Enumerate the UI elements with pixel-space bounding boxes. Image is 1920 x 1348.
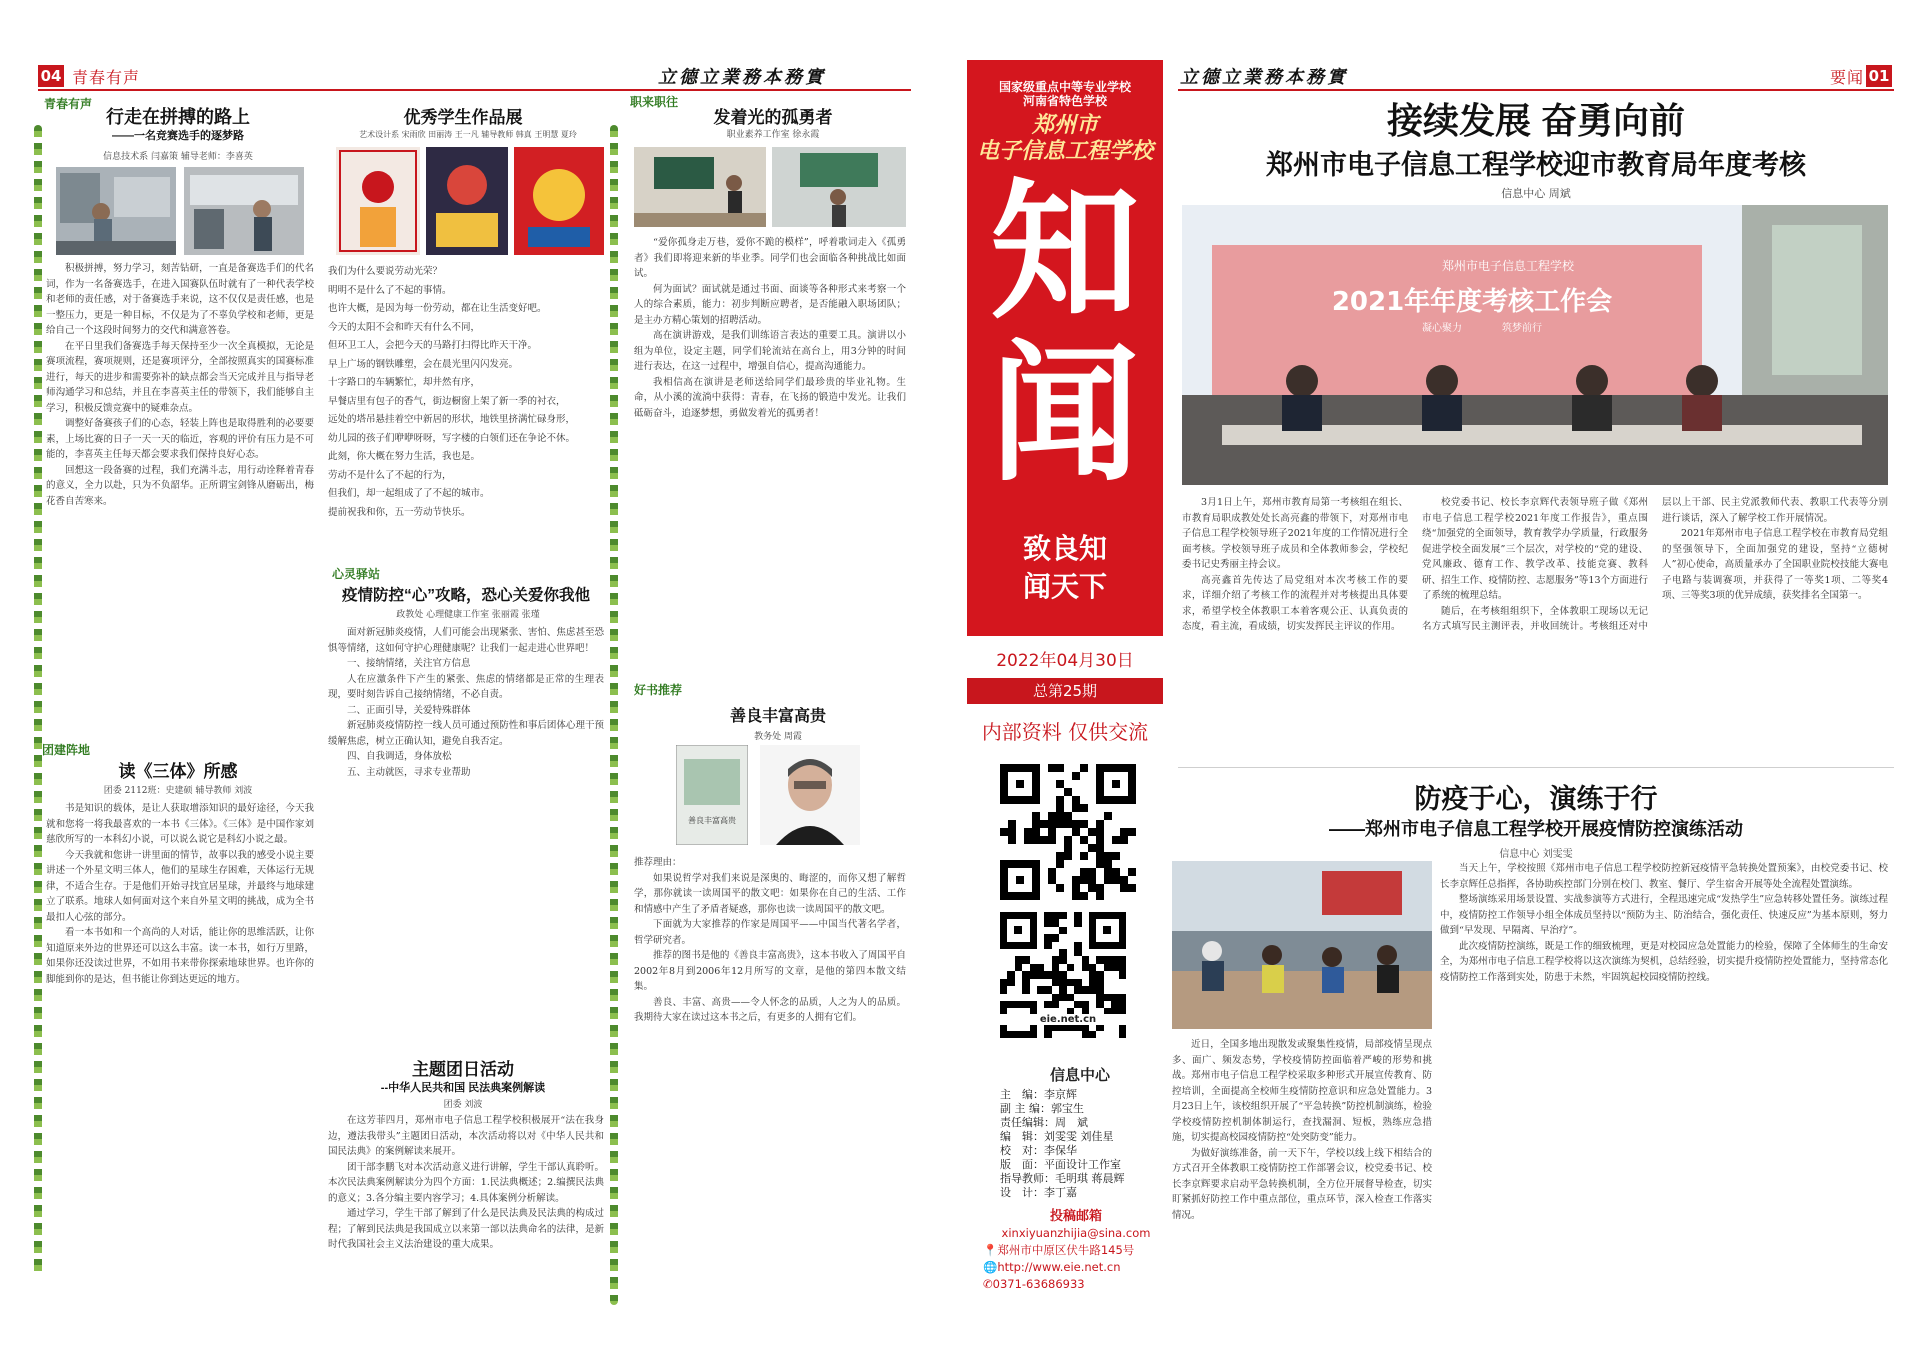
qr-module bbox=[1082, 1031, 1089, 1038]
headline-subtitle: 郑州市电子信息工程学校迎市教育局年度考核 bbox=[1266, 150, 1806, 180]
headline-byline: 信息中心 周斌 bbox=[1501, 187, 1571, 200]
globe-icon: 🌐 bbox=[983, 1260, 998, 1274]
phone-icon: ✆ bbox=[983, 1277, 993, 1291]
divider bbox=[1178, 767, 1894, 768]
qr-module bbox=[1052, 964, 1059, 971]
author-portrait bbox=[760, 745, 860, 845]
contact-phone: ✆0371-63686933 bbox=[983, 1277, 1085, 1291]
qr-module bbox=[1080, 892, 1088, 900]
qr-module bbox=[1064, 836, 1072, 844]
qr-module bbox=[1080, 876, 1088, 884]
poem: 我们为什么要说劳动光荣？ 明明不是什么了不起的事情。 也许大概，是因为每一份劳动，都在让生活变好吧。 今天的太阳不会和昨天有什么不同， 但环卫工人，会把今天的马路打扫得比昨天干净。 早上广场的钢铁雕塑，会在晨光里闪闪发亮。 十字路口的车辆繁忙，却井然有序， 早餐店里有包子的香气，街边橱窗上架了新一季的衬衣， 远处的塔吊悬挂着空中新居的形状，地铁里挤满忙碌身形， 幼儿园的孩子们咿咿呀呀，写字楼的白领们还在争论不休。 此刻，你大概在努力生活，我也是。 劳动不是什么了不起的行为， 但我们，却一起组成了了不起的城市。 提前祝我和你，五一劳动节快乐。 bbox=[328, 266, 576, 518]
article-body: 书是知识的载体，是让人获取增添知识的最好途径，今天我就和您将一将我最喜欢的一本书《三体》。《三体》是中国作家刘慈欣所写的一本科幻小说，可以说么说它是科幻小说之最。 今天我就和您讲一讲里面的情节，故事以我的感受小说主要讲述一个外星文明三体人，他们的星球生存困难，天体运行无规律，不适合生存。于是他们开始寻找宜居星球，并最终与地球建立了联系。地球人如何面对这个来自外星文明的挑战，成为全书最扣人心弦的部分。 看一本书如和一个高尚的人对话，能让你的思维活跃，让你知道原来外边的世界还可以这么丰富。读一本书，如行万里路，如果你还没读过世界，不如用书来带你探索地球世界。也许你的脚能到你的是达，但书能让你到达更远的地方。 bbox=[46, 803, 314, 985]
banner-school: 郑州市电子信息工程学校 bbox=[1442, 259, 1575, 273]
page-motto: 立德立業務本務實 bbox=[1180, 67, 1348, 88]
section-label: 好书推荐 bbox=[634, 683, 683, 697]
vine-decoration bbox=[34, 125, 42, 1275]
qr-module bbox=[1112, 852, 1120, 860]
qr-module bbox=[1074, 912, 1081, 919]
qr-module bbox=[1040, 836, 1048, 844]
qr-module bbox=[1007, 971, 1014, 978]
qr-module bbox=[1056, 812, 1064, 820]
qr-finder-pattern bbox=[1096, 764, 1136, 804]
qr-finder-pattern bbox=[1000, 764, 1040, 804]
page-04 bbox=[38, 55, 911, 1335]
qr-module bbox=[1104, 852, 1112, 860]
qr-module bbox=[1089, 964, 1096, 971]
qr-module bbox=[1104, 994, 1111, 1001]
article-subtitle: ——一名竞赛选手的逐梦路 bbox=[112, 130, 244, 142]
qr-module bbox=[1128, 828, 1136, 836]
qr-module bbox=[1015, 964, 1022, 971]
contact-email[interactable]: xinxiyuanzhijia@sina.com bbox=[1001, 1226, 1151, 1240]
contact-address: 📍郑州市中原区伏牛路145号 bbox=[983, 1243, 1135, 1257]
qr-module bbox=[1120, 836, 1128, 844]
vine-decoration bbox=[610, 125, 618, 1305]
qr-module bbox=[1128, 884, 1136, 892]
qr-module bbox=[1059, 986, 1066, 993]
qr-module bbox=[1128, 868, 1136, 876]
qr-module bbox=[1056, 804, 1064, 812]
qr-module bbox=[1111, 964, 1118, 971]
qr-module bbox=[1119, 1001, 1126, 1008]
qr-module bbox=[1048, 876, 1056, 884]
qr-module bbox=[1022, 971, 1029, 978]
qr-module bbox=[1096, 852, 1104, 860]
qr-module bbox=[1048, 764, 1056, 772]
article-title: 行走在拼搏的路上 bbox=[106, 107, 250, 127]
masthead-char-zhi: 知 bbox=[989, 166, 1140, 340]
qr-module bbox=[1008, 836, 1016, 844]
qr-module bbox=[1059, 979, 1066, 986]
photo-classroom-2 bbox=[772, 147, 906, 227]
qr-module bbox=[1080, 820, 1088, 828]
masthead-tagline: 国家级重点中等专业学校 河南省特色学校 bbox=[998, 80, 1131, 108]
qr-module bbox=[1080, 764, 1088, 772]
qr-module bbox=[1104, 868, 1112, 876]
qr-module bbox=[1080, 804, 1088, 812]
qr-module bbox=[1024, 836, 1032, 844]
qr-module bbox=[1120, 884, 1128, 892]
qr-module bbox=[1096, 1001, 1103, 1008]
qr-module bbox=[1074, 986, 1081, 993]
article-title: 发着光的孤勇者 bbox=[713, 108, 833, 127]
qr-module bbox=[1044, 1031, 1051, 1038]
qr-module bbox=[1064, 852, 1072, 860]
qr-module bbox=[1037, 971, 1044, 978]
qr-module bbox=[1067, 994, 1074, 1001]
qr-module bbox=[1112, 876, 1120, 884]
qr-module bbox=[1024, 828, 1032, 836]
qr-module bbox=[1064, 844, 1072, 852]
page-number: 04 bbox=[38, 65, 64, 87]
qr-module bbox=[1096, 844, 1104, 852]
qr-module bbox=[1056, 852, 1064, 860]
qr-module bbox=[1044, 919, 1051, 926]
photo-epidemic-drill bbox=[1172, 861, 1432, 1029]
qr-module bbox=[1074, 942, 1081, 949]
masthead bbox=[967, 60, 1163, 636]
qr-module bbox=[1096, 986, 1103, 993]
page-01 bbox=[1172, 55, 1894, 1335]
article-body: 3月1日上午，郑州市教育局第一考核组在组长、市教育局职成教处处长高亮鑫的带领下，对郑州市电子信息工程学校领导班子2021年度的工作情况进行全面考核。学校领导班子成员和全体教师参会，学校纪委书记史秀丽主持会议。 高亮鑫首先传达了局党组对本次考核工作的要求，详细介绍了考核工作的流程并对考核提出具体要求，希望学校全体教职工本着客观公正、认真负责的态度，看主流，看成绩，切实发挥民主评议的作用。 校党委书记、校长李京辉代表领导班子做《郑州市电子信息工程学校2021年度工作报告》，重点围绕“加强党的全面领导，教育教学办学质量，行政服务促进学校全面发展”三个层次，对学校的“党的建设、党风廉政、德育工作、教学改革、技能竞赛、教科研、招生工作、疫情防控、志愿服务”等13个方面进行了系统的梳理总结。 随后，在考核组组织下，全体教职工现场以无记名方式填写民主测评表，并收回统计。考核组还对中层以上干部、民主党派教师代表、教职工代表等分别进行谈话，深入了解学校工作开展情况。 2021年郑州市电子信息工程学校在市教育局党组的坚强领导下，全面加强党的建设，坚持“立德树人”初心使命，高质量承办了全国职业院校技能大赛电子电路与装调赛项，并获得了一等奖1项、二等奖4项、三等奖3项的优异成绩，获奖排名全国第一。 bbox=[1182, 497, 1888, 632]
page-header bbox=[1178, 63, 1894, 91]
qr-module bbox=[1044, 942, 1051, 949]
qr-module bbox=[1119, 964, 1126, 971]
staff-list: 信息中心 主 编：李京辉 副 主 编：郭宝生 责任编辑：周 斌 编 辑：刘雯雯 刘佳星 校 对：李保华 版 面：平面设计工作室 指导教师：毛明琪 蒋晨辉 设 计：李丁嘉 bbox=[1000, 1066, 1125, 1199]
qr-module bbox=[1096, 860, 1104, 868]
qr-module bbox=[1082, 986, 1089, 993]
qr-module bbox=[1072, 772, 1080, 780]
qr-module bbox=[1119, 994, 1126, 1001]
qr-module bbox=[1080, 836, 1088, 844]
qr-module bbox=[1015, 956, 1022, 963]
issue-date: 2022年04月30日 bbox=[996, 651, 1134, 671]
qr-module bbox=[1067, 964, 1074, 971]
qr-module bbox=[1096, 884, 1104, 892]
qr-module bbox=[1072, 796, 1080, 804]
article-subtitle: --中华人民共和国 民法典案例解读 bbox=[380, 1082, 546, 1094]
qr-module bbox=[1112, 868, 1120, 876]
qr-module bbox=[1030, 964, 1037, 971]
masthead-slogan: 致良知 闻天下 bbox=[1022, 532, 1107, 603]
page-number: 01 bbox=[1866, 65, 1892, 87]
article-body: 当天上午，学校按照《郑州市电子信息工程学校防控新冠疫情平急转换处置预案》，由校党委书记、校长李京辉任总指挥，各协助疾控部门分别在校门、教室、餐厅、学生宿舍开展等处全流程处置演练。 整场演练采用场景设置、实战参演等方式进行，全程迅速完成“发热学生”应急转移处置任务。演练过程中，疫情防控工作领导小组全体成员坚持以“预防为主、防治结合，强化责任、快速反应”为基本原则，努力做到“早发现、早隔离、早治疗”。 此次疫情防控演练，既是工作的细致梳理，更是对校园应急处置能力的检验，保障了全体师生的生命安全，为郑州市电子信息工程学校将以这次演练为契机，总结经验，切实提升疫情防控处置能力，坚持常态化疫情防控工作落到实处，防患于未然，牢固筑起校园疫情防控线。 bbox=[1440, 863, 1888, 983]
qr-module bbox=[1082, 1001, 1089, 1008]
qr-module bbox=[1022, 979, 1029, 986]
qr-module bbox=[1059, 949, 1066, 956]
qr-module bbox=[1037, 964, 1044, 971]
qr-module bbox=[1111, 1001, 1118, 1008]
qr-module bbox=[1089, 979, 1096, 986]
qr-module bbox=[1032, 820, 1040, 828]
qr-module bbox=[1112, 836, 1120, 844]
qr-code-wechat[interactable] bbox=[1000, 764, 1136, 900]
artwork-1 bbox=[336, 147, 420, 255]
qr-module bbox=[1089, 1031, 1096, 1038]
page-section-title: 要闻 bbox=[1830, 68, 1865, 87]
article-byline: 政教处 心理健康工作室 张丽霞 张瑾 bbox=[396, 610, 540, 620]
article-body: 近日，全国多地出现散发或聚集性疫情，局部疫情呈现点多、面广、频发态势，学校疫情防控面临着严峻的形势和挑战。郑州市电子信息工程学校采取多种形式开展宣传教育、防控培训，全面提高全校师生疫情防控意识和应急处置能力。3月23日上午，该校组织开展了“平急转换”防控机制演练，检验学校疫情防控机制体制运行，查找漏洞、短板，熟练应急措施，切实提高校园疫情防控“处突防变”能力。 为做好演练准备，前一天下午，学校以线上线下相结合的方式召开全体教职工疫情防控工作部署会议，校党委书记、校长李京辉要求启动平急转换机制，全方位开展督导检查，切实盯紧抓好防控工作中重点部位，重点环节，深入检查工作落实情况。 bbox=[1172, 1039, 1432, 1221]
qr-module bbox=[1048, 836, 1056, 844]
qr-module bbox=[1044, 934, 1051, 941]
qr-module bbox=[1064, 812, 1072, 820]
qr-module bbox=[1088, 828, 1096, 836]
qr-module bbox=[1119, 971, 1126, 978]
qr-module bbox=[1000, 828, 1008, 836]
qr-module bbox=[1096, 828, 1104, 836]
qr-module bbox=[1008, 820, 1016, 828]
qr-module bbox=[1052, 1001, 1059, 1008]
contact-info: 投稿邮箱 xinxiyuanzhijia@sina.com 📍郑州市中原区伏牛路145号 🌐http://www.eie.net.cn ✆0371-63686933 bbox=[983, 1208, 1169, 1293]
qr-module bbox=[1119, 1031, 1126, 1038]
article-body: 推荐理由： 如果说哲学对我们来说是深奥的、晦涩的，而你又想了解哲学，那你就读一读周国平的散文吧：如果你在自己的生活、工作和情感中产生了矛盾者疑惑，那你也读一读周国平的散文吧。 下面就为大家推荐的作家是周国平——中国当代著名学者，哲学研究者。 推荐的图书是他的《善良丰富高贵》，这本书收入了周国平自2002年8月到2006年12月所写的文章，是他的第四本散文结集。 善良、丰富、高贵——令人怀念的品质，人之为人的品质。我期待大家在读过这本书之后，有更多的人拥有它们。 bbox=[634, 857, 906, 1023]
article-byline: 团委 2112班：史建硕 辅导教师 刘波 bbox=[103, 786, 253, 796]
artwork-2 bbox=[426, 147, 508, 255]
headline-byline: 信息中心 刘雯雯 bbox=[1499, 849, 1573, 860]
qr-module bbox=[1072, 820, 1080, 828]
qr-module bbox=[1096, 836, 1104, 844]
qr-module bbox=[1052, 971, 1059, 978]
qr-module bbox=[1059, 971, 1066, 978]
photo-workshop-2 bbox=[184, 167, 304, 255]
headline-subtitle: ——郑州市电子信息工程学校开展疫情防控演练活动 bbox=[1329, 819, 1743, 839]
banner-title: 2021年年度考核工作会 bbox=[1331, 287, 1613, 317]
qr-module bbox=[1044, 912, 1051, 919]
qr-module bbox=[1096, 971, 1103, 978]
qr-module bbox=[1048, 812, 1056, 820]
qr-module bbox=[1056, 796, 1064, 804]
article-title: 善良丰富高贵 bbox=[729, 708, 826, 725]
qr-module bbox=[1088, 844, 1096, 852]
qr-module bbox=[1048, 820, 1056, 828]
qr-module bbox=[1052, 919, 1059, 926]
qr-module bbox=[1052, 994, 1059, 1001]
article-byline: 职业素养工作室 徐永霞 bbox=[726, 130, 820, 140]
qr-module bbox=[1072, 884, 1080, 892]
page-section-title: 青春有声 bbox=[72, 68, 141, 87]
page-motto: 立德立業務本務實 bbox=[658, 67, 826, 88]
qr-module bbox=[1089, 971, 1096, 978]
qr-module bbox=[1074, 949, 1081, 956]
qr-module bbox=[1096, 994, 1103, 1001]
qr-module bbox=[1080, 868, 1088, 876]
article-body: 积极拼搏，努力学习，刻苦钻研，一直是备赛选手们的代名词，作为一名备赛选手，在进入国赛队伍时就有了一种代表学校和老师的责任感，对于备赛选手来说，这不仅仅是责任感，也是一整压力，更是一种目标，不仅是为了不辜负学校和老师，更是给自己一个这段时间努力的交代和满意答卷。 在平日里我们备赛选手每天保持至少一次全真模拟，无论是赛项流程，赛项规则，还是赛项评分，全部按照真实的国赛标准进行，每天的进步和需要弥补的缺点都会当天完成并且与指导老师沟通学习和总结，并且在李喜英主任的带领下，我们能够自主学习，积极反馈竞赛中的疑难杂点。 调整好备赛孩子们的心态，轻装上阵也是取得胜利的必要要素，上场比赛的日子一天一天的临近，容观的评价有压力是不可能的，李喜英主任每天都会要求我们保持良好心态。 回想这一段备赛的过程，我们充满斗志，用行动诠释着青春的意义，全力以赴，只为不负韶华。正所谓宝剑锋从磨砺出，梅花香自苦寒来。 bbox=[46, 263, 314, 507]
qr-module bbox=[1072, 804, 1080, 812]
qr-module bbox=[1032, 828, 1040, 836]
qr-module bbox=[1074, 919, 1081, 926]
article-byline: 教务处 周霞 bbox=[754, 732, 802, 742]
article-byline: 信息技术系 闫嘉策 辅导老师：李喜英 bbox=[103, 152, 253, 162]
qr-module bbox=[1056, 860, 1064, 868]
article-byline: 艺术设计系 宋雨欣 田丽涛 王一凡 辅导教师 韩真 王明慧 夏玲 bbox=[359, 130, 577, 139]
qr-module bbox=[1022, 986, 1029, 993]
banner-slogan: 凝心聚力 筑梦前行 bbox=[1422, 323, 1542, 334]
qr-module bbox=[1096, 956, 1103, 963]
qr-finder-pattern bbox=[1089, 912, 1126, 949]
qr-module bbox=[1074, 1001, 1081, 1008]
qr-module bbox=[1096, 892, 1104, 900]
masthead-school-name: 郑州市 电子信息工程学校 bbox=[976, 112, 1153, 164]
qr-module bbox=[1052, 956, 1059, 963]
qr-module bbox=[1048, 828, 1056, 836]
qr-module bbox=[1044, 986, 1051, 993]
qr-module bbox=[1096, 820, 1104, 828]
qr-module bbox=[1074, 979, 1081, 986]
article-body: “爱你孤身走万巷，爱你不跪的模样”，呼着歌词走入《孤勇者》我们即将迎来新的毕业季。同学们也会面临各种挑战比如面试。 何为面试？面试就是通过书面、面谈等各种形式来考察一个人的综合素质，能力：初步判断应聘者，是否能融入职场团队；是主办方精心策划的招聘活动。 高在演讲游戏，是我们训练语言表达的重要工具。演讲以小组为单位，设定主题，同学们轮流站在高台上，用3分钟的时间进行表达，在这一过程中，增强自信心，提高沟通能力。 我相信高在演讲是老师送给同学们最珍贵的毕业礼物。生命，从小溪的流淌中获得：青春，在飞扬的锻造中发光。让我们砥砺奋斗，追逐梦想，勇做发着光的孤勇者！ bbox=[634, 237, 906, 419]
qr-module bbox=[1000, 986, 1007, 993]
qr-module bbox=[1056, 820, 1064, 828]
qr-module bbox=[1007, 979, 1014, 986]
qr-module bbox=[1059, 912, 1066, 919]
qr-module bbox=[1044, 971, 1051, 978]
book-cover-title: 善良丰富高贵 bbox=[688, 816, 736, 825]
headline: 防疫于心，演练于行 bbox=[1414, 784, 1658, 814]
qr-module bbox=[1088, 868, 1096, 876]
qr-module bbox=[1104, 956, 1111, 963]
qr-module bbox=[1052, 934, 1059, 941]
qr-module bbox=[1089, 986, 1096, 993]
photo-annual-review-meeting bbox=[1182, 205, 1888, 485]
qr-module bbox=[1120, 828, 1128, 836]
qr-module bbox=[1022, 956, 1029, 963]
qr-module bbox=[1056, 764, 1064, 772]
qr-module bbox=[1052, 912, 1059, 919]
qr-module bbox=[1082, 964, 1089, 971]
qr-module bbox=[1067, 979, 1074, 986]
qr-module bbox=[1082, 956, 1089, 963]
qr-module bbox=[1072, 892, 1080, 900]
qr-module bbox=[1056, 780, 1064, 788]
qr-module bbox=[1096, 979, 1103, 986]
photo-classroom-1 bbox=[634, 147, 766, 227]
qr-module bbox=[1032, 836, 1040, 844]
article-title: 主题团日活动 bbox=[412, 1060, 514, 1079]
qr-module bbox=[1059, 956, 1066, 963]
qr-module bbox=[1080, 852, 1088, 860]
qr-module bbox=[1104, 860, 1112, 868]
qr-module bbox=[1064, 788, 1072, 796]
qr-module bbox=[1088, 884, 1096, 892]
qr-module bbox=[1111, 994, 1118, 1001]
qr-module bbox=[1040, 820, 1048, 828]
qr-module bbox=[1088, 876, 1096, 884]
section-label: 团建阵地 bbox=[42, 743, 91, 757]
location-icon: 📍 bbox=[983, 1243, 998, 1257]
qr-module bbox=[1119, 956, 1126, 963]
qr-module bbox=[1111, 956, 1118, 963]
issue-number: 总第25期 bbox=[967, 678, 1163, 704]
qr-module bbox=[1104, 812, 1112, 820]
qr-module bbox=[1104, 876, 1112, 884]
qr-module bbox=[1032, 812, 1040, 820]
qr-finder-pattern bbox=[1000, 860, 1040, 900]
page-header bbox=[38, 63, 911, 91]
book-cover bbox=[676, 745, 748, 845]
qr-module bbox=[1072, 876, 1080, 884]
section-label: 职来职往 bbox=[630, 95, 679, 109]
qr-website-label: eie.net.cn bbox=[1000, 1014, 1136, 1025]
contact-website: 🌐http://www.eie.net.cn bbox=[983, 1260, 1121, 1274]
masthead-char-wen: 闻 bbox=[989, 328, 1140, 502]
qr-module bbox=[1052, 979, 1059, 986]
qr-module bbox=[1056, 884, 1064, 892]
article-title: 读《三体》所感 bbox=[118, 762, 238, 781]
qr-module bbox=[1008, 828, 1016, 836]
qr-module bbox=[1064, 820, 1072, 828]
article-body: 在这芳菲四月，郑州市电子信息工程学校积极展开“法在我身边，遵法我带头”主题团日活动，本次活动将以对《中华人民共和国民法典》的案例解读来展开。 团干部李鹏飞对本次活动意义进行讲解，学生干部认真聆听。本次民法典案例解读分为四个方面：1.民法典概述；2.编撰民法典的意义；3.各分编主要内容学习；4.具体案例分析解读。 通过学习，学生干部了解到了什么是民法典及民法典的构成过程；了解到民法典是我国成立以来第一部以法典命名的法律，是新时代我国社会主义法治建设的重大成果。 bbox=[328, 1115, 604, 1250]
qr-module bbox=[1059, 927, 1066, 934]
qr-module bbox=[1044, 1001, 1051, 1008]
headline: 接续发展 奋勇向前 bbox=[1386, 100, 1685, 141]
qr-module bbox=[1030, 971, 1037, 978]
qr-module bbox=[1072, 828, 1080, 836]
qr-module bbox=[1059, 994, 1066, 1001]
section-label: 青春有声 bbox=[44, 97, 93, 111]
qr-module bbox=[1104, 964, 1111, 971]
qr-finder-pattern bbox=[1000, 912, 1037, 949]
article-byline: 团委 刘波 bbox=[443, 1100, 483, 1110]
qr-module bbox=[1120, 876, 1128, 884]
qr-module bbox=[1000, 979, 1007, 986]
article-title: 优秀学生作品展 bbox=[403, 108, 523, 127]
artwork-3 bbox=[514, 147, 604, 255]
internal-notice: 内部资料 仅供交流 bbox=[981, 720, 1149, 744]
qr-module bbox=[1037, 986, 1044, 993]
qr-module bbox=[1048, 868, 1056, 876]
article-body: 面对新冠肺炎疫情，人们可能会出现紧张、害怕、焦虑甚至恐惧等情绪，这如何守护心理健康呢？让我们一起走进心世界吧！ 一、接纳情绪，关注官方信息 人在应激条件下产生的紧张、焦虑的情绪都是正常的生理表现，要时刻告诉自己接纳情绪，不必自责。 二、正面引导，关爱特殊群体 新冠肺炎疫情防控一线人员可通过预防性和事后团体心理干预缓解焦虑，树立正确认知，避免自我否定。 四、自我调适，身体放松 五、主动就医，寻求专业帮助 bbox=[328, 627, 604, 778]
article-title: 疫情防控“心”攻略，恐心关爱你我他 bbox=[341, 587, 590, 604]
photo-workshop-1 bbox=[56, 167, 176, 255]
section-label: 心灵驿站 bbox=[332, 567, 381, 581]
